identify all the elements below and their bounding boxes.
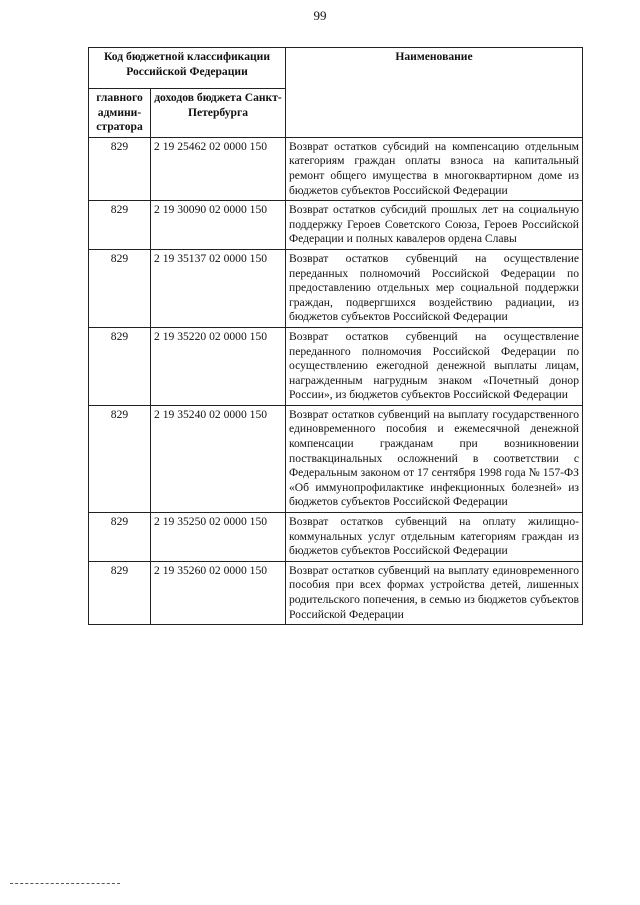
scan-footer-mark [10, 883, 120, 884]
income-code-cell: 2 19 35240 02 0000 150 [151, 405, 286, 512]
income-code-cell: 2 19 35250 02 0000 150 [151, 513, 286, 562]
admin-code-cell: 829 [89, 405, 151, 512]
name-cell: Возврат остатков субсидий на компенсацию отдельным категориям граждан оплаты взноса на капитальный ремонт общего имущества в многоквартирном доме из бюджетов субъектов Российской Федерации [286, 137, 583, 200]
page-number: 99 [313, 8, 327, 23]
admin-code-cell: 829 [89, 561, 151, 624]
table-row [89, 561, 583, 624]
name-cell: Возврат остатков субсидий прошлых лет на социальную поддержку Героев Советского Союза, Героев Российской Федерации и полных кавалеров ордена Славы [286, 201, 583, 250]
income-code-cell: 2 19 35260 02 0000 150 [151, 561, 286, 624]
name-cell: Возврат остатков субвенций на оплату жилищно-коммунальных услуг отдельным категориям граждан из бюджетов субъектов Российской Федерации [286, 513, 583, 562]
header-budget-income: доходов бюджета Санкт-Петербурга [151, 89, 286, 138]
admin-code-cell: 829 [89, 249, 151, 327]
name-cell: Возврат остатков субвенций на выплату государственного единовременного пособия и ежемесячной денежной компенсации гражданам при возникновении поствакцинальных осложнений в соответствии с Федеральным законом от 17 сентября 1998 года № 157-ФЗ «Об иммунопрофилактике инфекционных болезней» из бюджетов субъектов Российской Федерации [286, 405, 583, 512]
income-code-cell: 2 19 35137 02 0000 150 [151, 249, 286, 327]
income-code-cell: 2 19 30090 02 0000 150 [151, 201, 286, 250]
admin-code-cell: 829 [89, 513, 151, 562]
header-chief-administrator: главного админи-стратора [89, 89, 151, 138]
name-cell: Возврат остатков субвенций на осуществление переданного полномочия Российской Федерации по осуществлению ежегодной денежной выплаты лицам, награжденным нагрудным знаком «Почетный донор России», из бюджетов субъектов Российской Федерации [286, 327, 583, 405]
name-cell: Возврат остатков субвенций на осуществление переданных полномочий Российской Федерации по предоставлению отдельных мер социальной поддержки граждан, подвергшихся воздействию радиации, из бюджетов субъектов Российской Федерации [286, 249, 583, 327]
admin-code-cell: 829 [89, 327, 151, 405]
table-row [89, 201, 583, 250]
header-classification-code: Код бюджетной классификации Российской Федерации [89, 48, 286, 89]
income-code-cell: 2 19 35220 02 0000 150 [151, 327, 286, 405]
income-code-cell: 2 19 25462 02 0000 150 [151, 137, 286, 200]
table-row [89, 137, 583, 200]
name-cell: Возврат остатков субвенций на выплату единовременного пособия при всех формах устройства детей, лишенных родительского попечения, в семью из бюджетов субъектов Российской Федерации [286, 561, 583, 624]
admin-code-cell: 829 [89, 201, 151, 250]
table-row [89, 327, 583, 405]
table-row [89, 405, 583, 512]
header-name: Наименование [286, 48, 583, 138]
table-row [89, 249, 583, 327]
admin-code-cell: 829 [89, 137, 151, 200]
budget-classification-table [88, 47, 583, 625]
table-row [89, 513, 583, 562]
table-header-row [89, 48, 583, 89]
